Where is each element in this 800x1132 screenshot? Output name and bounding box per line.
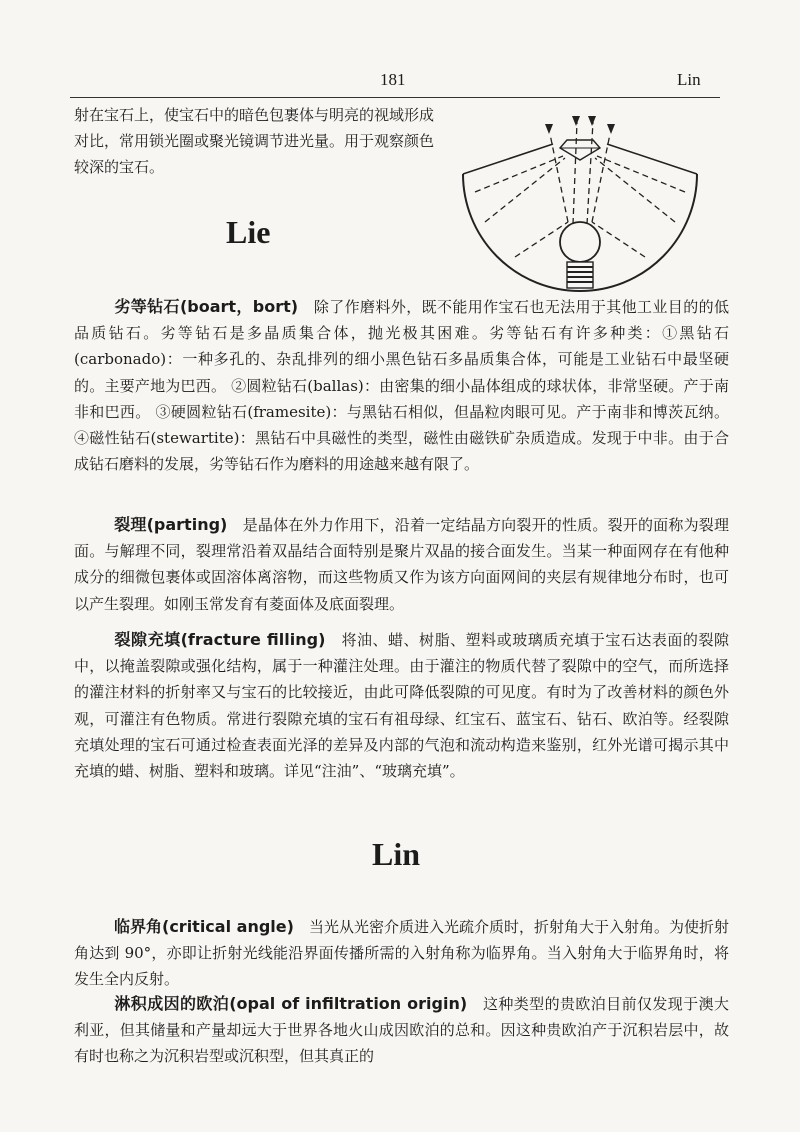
entry-body: 除了作磨料外，既不能用作宝石也无法用于其他工业目的的低品质钻石。劣等钻石是多晶质集合体，抛光极其困难。劣等钻石有许多种类：①黑钻石(carbonado)：一种多孔的、杂乱排列的细小黑色钻石多晶质集合体，可能是工业钻石中最坚硬的。主要产地为巴西。 ②圆粒钻石(ballas)：由密集的细小晶体组成的球状体，非常坚硬。产于南非和巴西。 ③硬圆粒钻石(framesite)：与黑钻石相似，但晶粒肉眼可见。产于南非和博茨瓦纳。 ④磁性钻石(stewartite)：黑钻石中具磁性的类型，磁性由磁铁矿杂质造成。发现于中非。由于合成钻石磨料的发展，劣等钻石作为磨料的用途越来越有限了。 (74, 298, 729, 474)
entry-body: 是晶体在外力作用下，沿着一定结晶方向裂开的性质。裂开的面称为裂理面。与解理不同，裂理常沿着双晶结合面特别是聚片双晶的接合面发生。当某一种面网存在有他种成分的细微包裹体或固溶体离溶物，而这些物质又作为该方向面网间的夹层有规律地分布时，也可以产生裂理。如刚玉常发育有菱面体及底面裂理。 (74, 516, 729, 613)
header-rule (70, 97, 720, 98)
entry-body: 这种类型的贵欧泊目前仅发现于澳大利亚，但其储量和产量却远大于世界各地火山成因欧泊的总和。因这种贵欧泊产于沉积岩层中，故有时也称之为沉积岩型或沉积型，但其真正的 (74, 995, 729, 1066)
light-ray (595, 158, 675, 222)
darkfield-illumination-diagram (455, 112, 705, 302)
entry-critical-angle (74, 914, 729, 993)
gemstone (560, 140, 600, 160)
arrow-icon (545, 124, 553, 134)
running-head: Lin (677, 70, 701, 89)
light-ray (475, 156, 563, 192)
light-ray (485, 158, 565, 222)
lamp-base (567, 262, 593, 288)
section-heading-lin: Lin (372, 836, 421, 872)
intro-paragraph: 射在宝石上，使宝石中的暗色包裹体与明亮的视域形成对比，常用锁光圈或聚光镜调节进光量。用于观察颜色较深的宝石。 (74, 106, 435, 176)
entry-term: 劣等钻石(boart，bort) (114, 297, 299, 316)
entry-parting (74, 512, 729, 617)
arrow-icon (572, 116, 580, 126)
entry-boart (74, 294, 729, 477)
arrow-icon (588, 116, 596, 126)
page-number: 181 (380, 70, 406, 89)
entry-opal-infiltration (74, 991, 729, 1070)
light-ray (573, 122, 577, 224)
entry-body: 当光从光密介质进入光疏介质时，折射角大于入射角。为使折射角达到 90°，亦即让折射光线能沿界面传播所需的入射角称为临界角。当入射角大于临界角时，将发生全内反射。 (74, 918, 729, 989)
right-chord (607, 144, 697, 174)
entry-body: 将油、蜡、树脂、塑料或玻璃质充填于宝石达表面的裂隙中，以掩盖裂隙或强化结构，属于一种灌注处理。由于灌注的物质代替了裂隙中的空气，而所选择的灌注材料的折射率又与宝石的比较接近，由此可降低裂隙的可见度。有时为了改善材料的颜色外观，可灌注有色物质。常进行裂隙充填的宝石有祖母绿、红宝石、蓝宝石、钻石、欧泊等。经裂隙充填处理的宝石可通过检查表面光泽的差异及内部的气泡和流动构造来鉴别，红外光谱可揭示其中充填的蜡、树脂、塑料和玻璃。详见“注油”、“玻璃充填”。 (74, 631, 729, 781)
section-heading-lie: Lie (226, 214, 271, 250)
light-ray (587, 122, 593, 224)
light-ray (597, 156, 685, 192)
entry-fracture-filling (74, 627, 729, 784)
entry-term: 淋积成因的欧泊(opal of infiltration origin) (114, 994, 468, 1013)
entry-term: 裂理(parting) (114, 515, 228, 534)
arrow-icon (607, 124, 615, 134)
lamp-bulb (560, 222, 600, 262)
left-chord (463, 144, 553, 174)
entry-term: 临界角(critical angle) (114, 917, 294, 936)
entry-term: 裂隙充填(fracture filling) (114, 630, 326, 649)
